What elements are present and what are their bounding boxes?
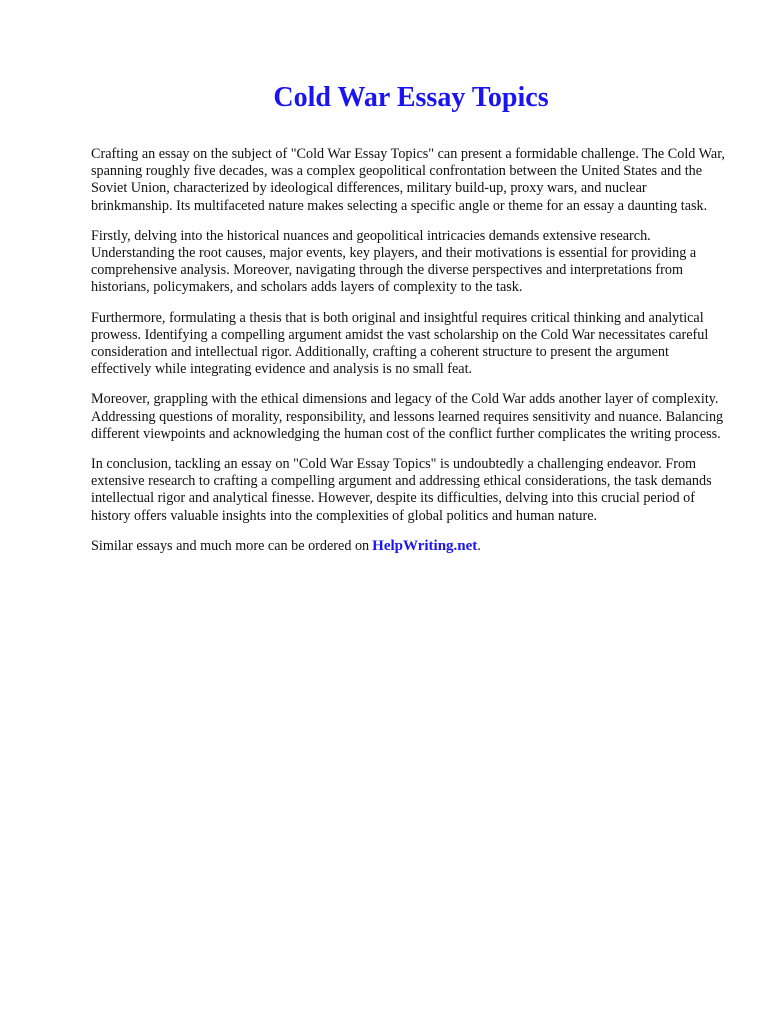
paragraph: In conclusion, tackling an essay on "Cold War Essay Topics" is undoubtedly a challenging endeavor. From extensive research to crafting a compelling argument and addressing ethical considerations, the task demands intellectual rigor and analytical finesse. However, despite its difficulties, delving into this crucial period of history offers valuable insights into the complexities of global politics and human nature. [91, 456, 712, 524]
essay-body [91, 146, 725, 555]
footer-prefix: Similar essays and much more can be ordered on [91, 537, 370, 554]
order-footer [91, 538, 725, 555]
paragraph: Moreover, grappling with the ethical dimensions and legacy of the Cold War adds another layer of complexity. Addressing questions of morality, responsibility, and lessons learned requires sensitivity and nuance. Balancing different viewpoints and acknowledging the human cost of the conflict further complicates the writing process. [91, 391, 724, 442]
paragraph: Firstly, delving into the historical nuances and geopolitical intricacies demands extensive research. Understanding the root causes, major events, key players, and their motivations is essential for providing a comprehensive analysis. Moreover, navigating through the diverse perspectives and interpretations from historians, policymakers, and scholars adds layers of complexity to the task. [91, 227, 697, 296]
paragraph: Crafting an essay on the subject of "Cold War Essay Topics" can present a formidable challenge. The Cold War, spanning roughly five decades, was a complex geopolitical confrontation between the United States and the Soviet Union, characterized by ideological differences, military build-up, proxy wars, and nuclear brinkmanship. Its multifaceted nature makes selecting a specific angle or theme for an essay a daunting task. [91, 146, 725, 214]
page-title: Cold War Essay Topics [273, 82, 549, 113]
paragraph: Furthermore, formulating a thesis that is both original and insightful requires critical thinking and analytical prowess. Identifying a compelling argument amidst the vast scholarship on the Cold War necessitates careful consideration and intellectual rigor. Additionally, crafting a coherent structure to present the argument effectively while integrating evidence and analysis is no small feat. [91, 309, 709, 378]
helpwriting-link[interactable]: HelpWriting.net [372, 537, 478, 554]
footer-suffix: . [477, 537, 481, 554]
